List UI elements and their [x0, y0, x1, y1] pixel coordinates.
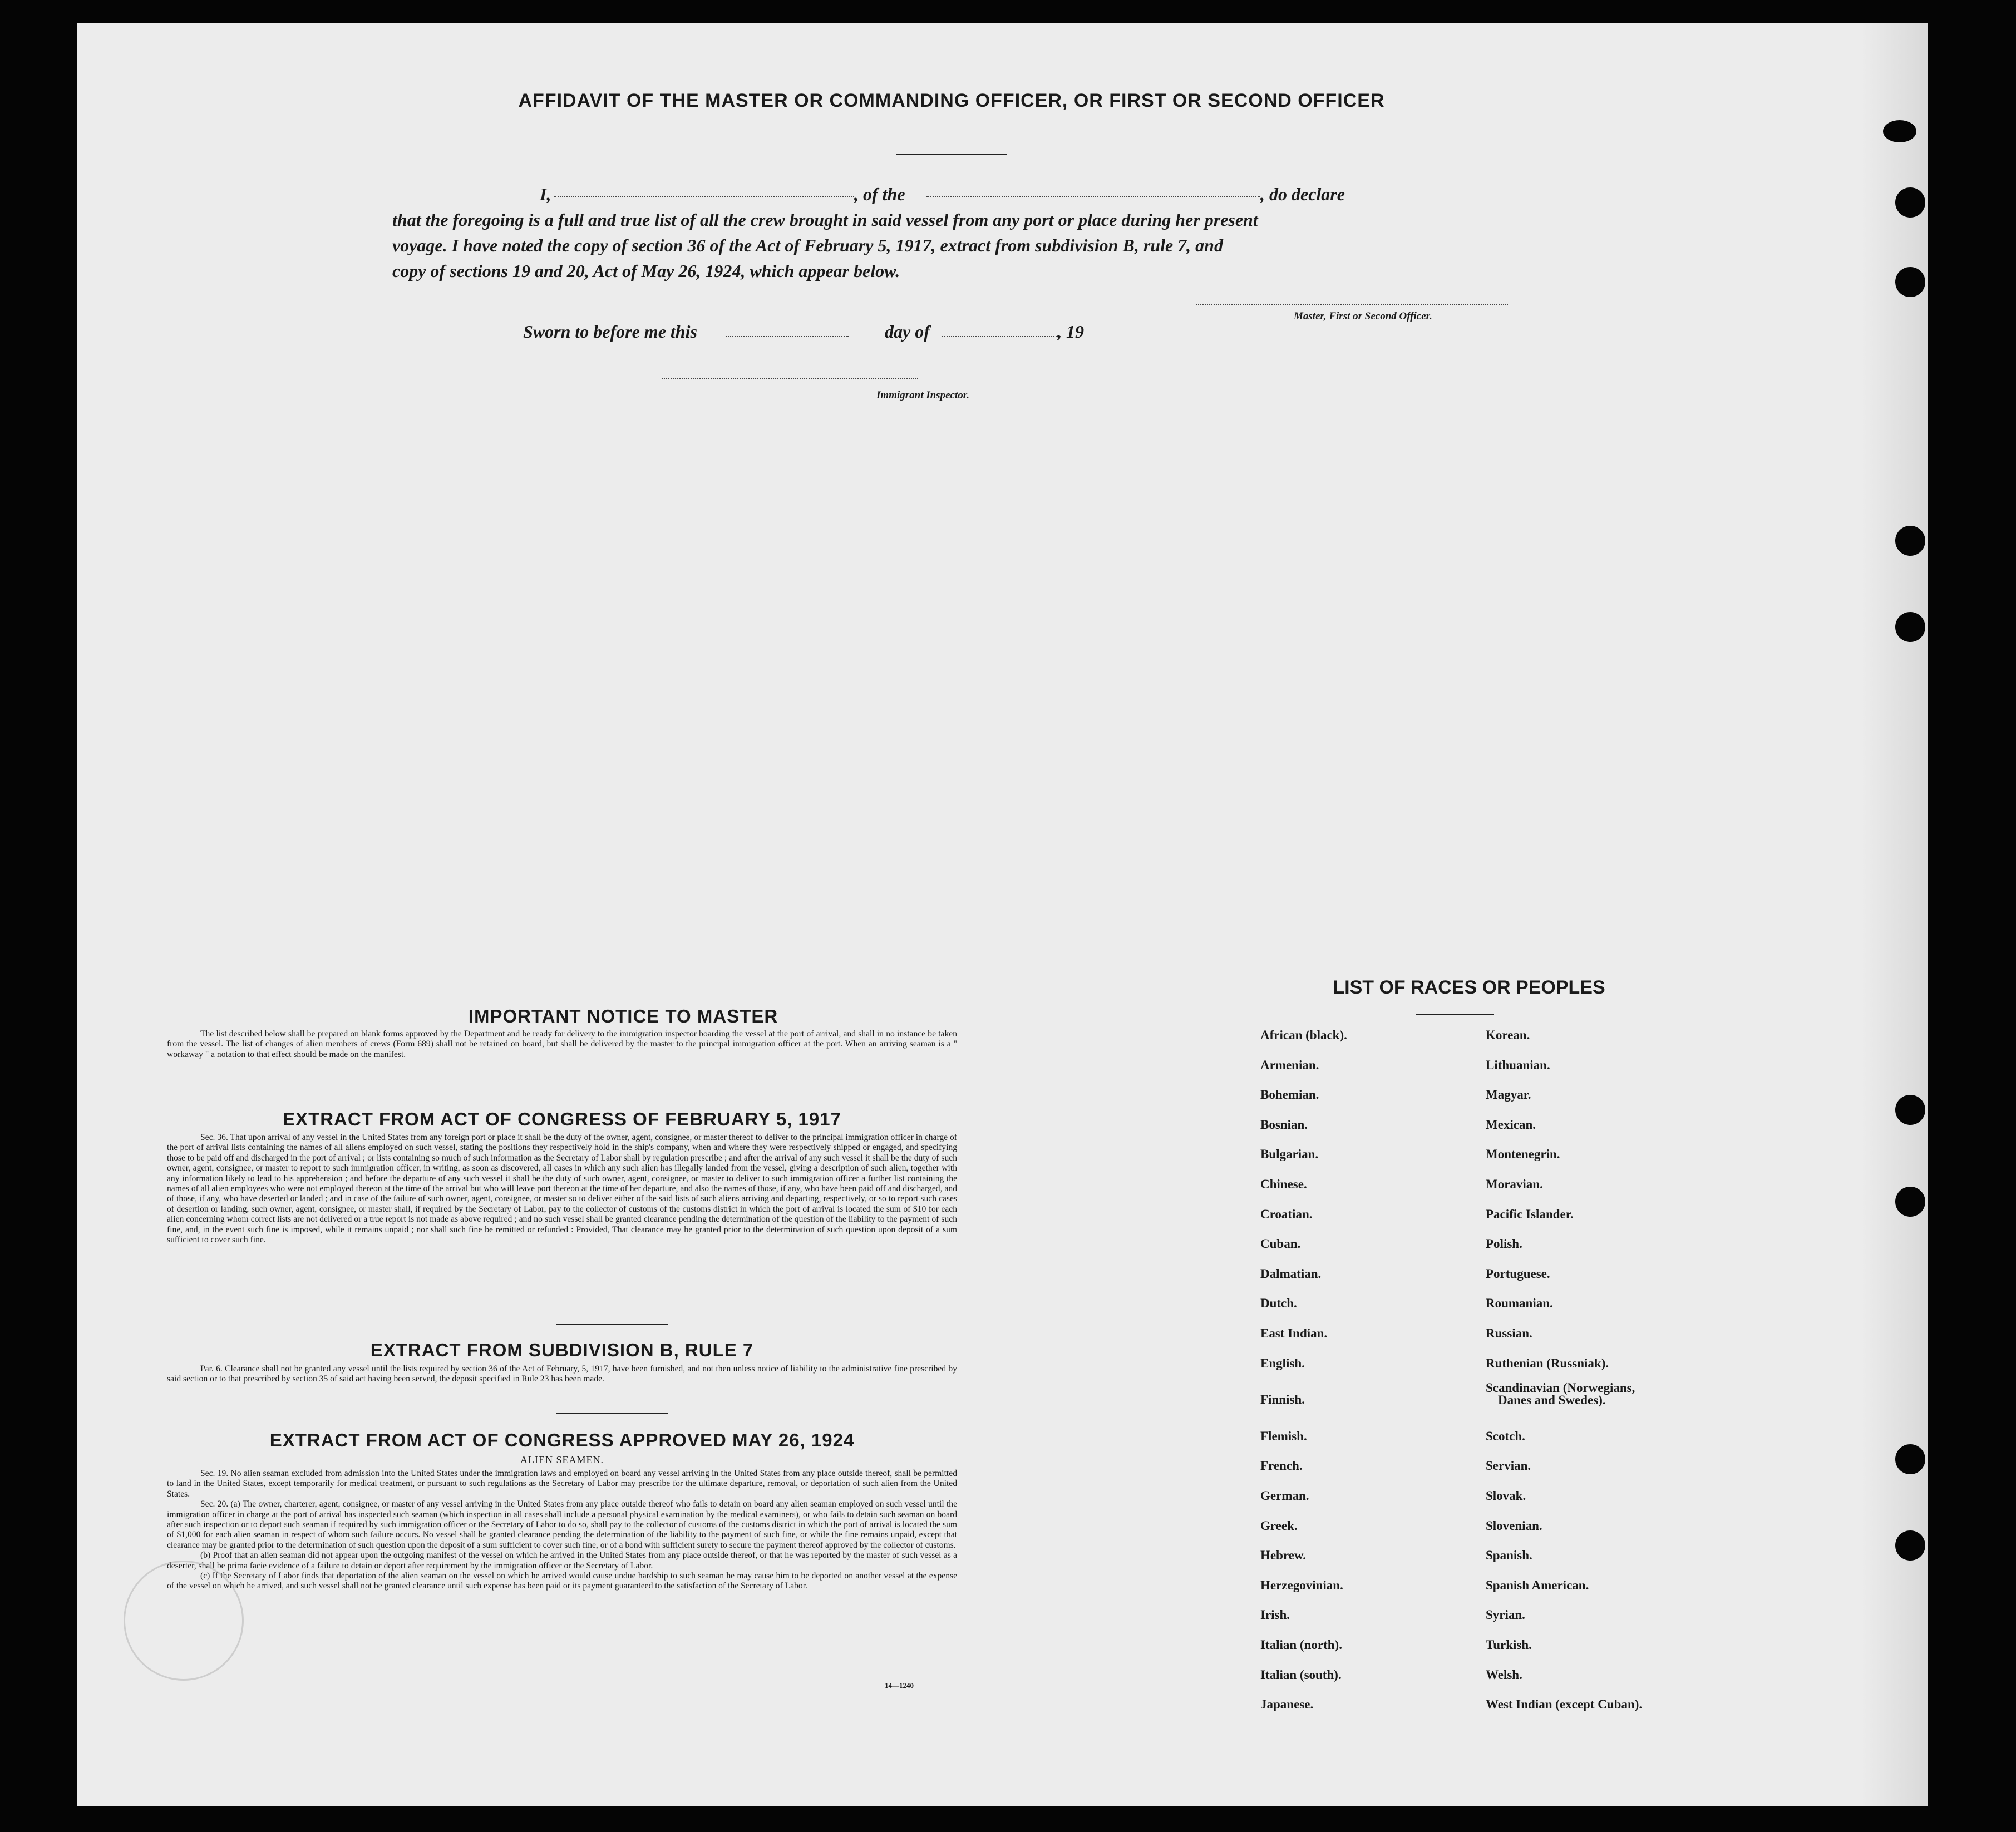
race-item: German.: [1260, 1489, 1309, 1503]
affidavit-line-3: voyage. I have noted the copy of section 36 of the Act of February 5, 1917, extract from subdivision B, rule 7, and: [392, 235, 1223, 255]
race-item: East Indian.: [1260, 1326, 1328, 1340]
races-divider: [1416, 1014, 1494, 1015]
sec-19-text: Sec. 19. No alien seaman excluded from admission into the United States under the immigration laws and employed on board any vessel arriving in the United States from any place outside thereof, shall be permitted to land in the United States, except temporarily for medical treatment, or pursuant to such regulations as the Secretary of Labor may prescribe for the ultimate departure, removal, or deportation of such alien from the United States.: [167, 1469, 957, 1499]
race-item: African (black).: [1260, 1028, 1347, 1042]
extract-1924-title: EXTRACT FROM ACT OF CONGRESS APPROVED MAY 26, 1924: [269, 1430, 855, 1450]
race-item: Japanese.: [1260, 1697, 1314, 1711]
race-item: Magyar.: [1486, 1088, 1531, 1102]
race-item: Dutch.: [1260, 1296, 1297, 1310]
race-item: Danes and Swedes).: [1498, 1393, 1606, 1407]
race-item: Bohemian.: [1260, 1088, 1319, 1102]
affidavit-line-2: that the foregoing is a full and true list of all the crew brought in said vessel from any port or place during her present: [392, 210, 1258, 230]
inspector-signature-line[interactable]: [662, 378, 918, 379]
races-left-column: [1260, 1028, 1483, 1718]
sworn-month-field[interactable]: [942, 322, 1061, 337]
punch-hole: [1895, 187, 1925, 218]
divider-1917: [556, 1324, 668, 1325]
sec-20c-text: (c) If the Secretary of Labor finds that deportation of the alien seaman on the vessel on which he arrived would cause undue hardship to such seaman he may cause him to be deported on another vessel at the expense of the vessel on which he arrived, and such vessel shall not be granted clearance until such expense has been paid or its payment guaranteed to the satisfaction of the Secretary of Labor.: [167, 1571, 957, 1591]
race-item: Roumanian.: [1486, 1296, 1553, 1310]
punch-hole: [1895, 1187, 1925, 1217]
extract-1917-text: Sec. 36. That upon arrival of any vessel in the United States from any foreign port or place it shall be the duty of the owner, agent, consignee, or master thereof to deliver to the principal immigration officer in charge of the port of arrival lists containing the names of all aliens employed on such vessel, stating the positions they respectively hold in the ship's company, when and where they were respectively shipped or engaged, and specifying those to be paid off and discharged in the port of arrival ; or lists containing so much of such information as the Secretary of Labor shall by regulation prescribe ; and after the arrival of any such vessel it shall be the duty of such owner, agent, consignee, or master to report to such immigration officer, in writing, as soon as discovered, all cases in which any such alien has illegally landed from the vessel, giving a description of such alien, together with any information likely to lead to his apprehension ; and before the departure of any such vessel it shall be the duty of such owner, agent, consignee, or master to deliver to such immigration officer a further list containing the names of all alien employees who were not employed thereon at the time of the arrival but who will leave port thereon at the time of her departure, and also the names of those, if any, who have been paid off and discharged, and of those, if any, who have deserted or landed ; and in case of the failure of such owner, agent, consignee, or master so to deliver either of the said lists of such aliens arriving and departing, respectively, or so to report such cases of desertion or landing, such owner, agent, consignee, or master shall, if required by the Secretary of Labor, pay to the collector of customs of the customs district in which the port of arrival is located the sum of $10 for each alien concerning whom correct lists are not delivered or a true report is not made as above required ; and no such vessel shall be granted clearance pending the determination of the question of the liability to the payment of such fine, and, in the event such fine is imposed, while it remains unpaid ; nor shall such fine be remitted or refunded : Provided, That clearance may be granted prior to the determination of such question upon deposit of a sum sufficient to cover such fine.: [167, 1133, 957, 1245]
race-item: Greek.: [1260, 1519, 1298, 1533]
affidavit-line-1: [392, 181, 1411, 207]
race-item: Russian.: [1486, 1326, 1532, 1340]
inspector-signature-label: Immigrant Inspector.: [876, 389, 969, 401]
race-item: Italian (south).: [1260, 1668, 1342, 1682]
race-item: Slovak.: [1486, 1489, 1526, 1503]
extract-1924-subtitle: ALIEN SEAMEN.: [520, 1454, 604, 1465]
race-item: Syrian.: [1486, 1608, 1525, 1622]
race-item: West Indian (except Cuban).: [1486, 1697, 1643, 1711]
extract-1924-body: [167, 1469, 957, 1592]
race-item: Armenian.: [1260, 1058, 1319, 1072]
notice-text: The list described below shall be prepared on blank forms approved by the Department and be ready for delivery to the immigration inspector boarding the vessel at the port of arrival, and shall in no instance be taken from the vessel. The list of changes of alien members of crews (Form 689) shall not be retained on board, but shall be delivered by the master to the principal immigration officer at the port. When an arriving seaman is a " workaway " a notation to that effect should be made on the manifest.: [167, 1029, 957, 1059]
master-signature-line[interactable]: [1196, 304, 1508, 305]
extract-rule7-title: EXTRACT FROM SUBDIVISION B, RULE 7: [370, 1340, 754, 1360]
race-item: Dalmatian.: [1260, 1267, 1322, 1281]
punch-hole: [1883, 120, 1916, 142]
sec-20b-text: (b) Proof that an alien seaman did not appear upon the outgoing manifest of the vessel on which he arrived in the United States from any place outside thereof, or that he was reported by the master of such vessel as a deserter, shall be prima facie evidence of a failure to detain or deport after requirement by the immigration officer or the Secretary of Labor.: [167, 1550, 957, 1571]
divider-rule7: [556, 1413, 668, 1414]
punch-hole: [1895, 612, 1925, 642]
punch-hole: [1895, 1095, 1925, 1125]
race-item: Spanish American.: [1486, 1578, 1589, 1592]
race-item: Chinese.: [1260, 1177, 1307, 1191]
race-item: Portuguese.: [1486, 1267, 1550, 1281]
sworn-line: [523, 322, 1146, 347]
race-item: Hebrew.: [1260, 1548, 1306, 1562]
race-item: Croatian.: [1260, 1207, 1313, 1221]
title-divider: [896, 154, 1007, 155]
races-title: LIST OF RACES OR PEOPLES: [1333, 977, 1605, 998]
affidavit-title: AFFIDAVIT OF THE MASTER OR COMMANDING OFFICER, OR FIRST OR SECOND OFFICER: [518, 90, 1385, 111]
punch-hole: [1895, 526, 1925, 556]
sworn-year-prefix: , 19: [1057, 322, 1084, 342]
race-item: Montenegrin.: [1486, 1147, 1560, 1161]
race-item: Pacific Islander.: [1486, 1207, 1574, 1221]
extract-1917-title: EXTRACT FROM ACT OF CONGRESS OF FEBRUARY 5, 1917: [283, 1109, 841, 1129]
sworn-prefix: Sworn to before me this: [523, 322, 697, 342]
race-item: Irish.: [1260, 1608, 1290, 1622]
master-signature-label: Master, First or Second Officer.: [1294, 310, 1432, 322]
race-item: Welsh.: [1486, 1668, 1522, 1682]
race-item: Ruthenian (Russniak).: [1486, 1356, 1609, 1370]
form-number: 14—1240: [885, 1681, 914, 1690]
race-item: Polish.: [1486, 1237, 1522, 1251]
race-item: Bosnian.: [1260, 1118, 1308, 1132]
affidavit-line-4: copy of sections 19 and 20, Act of May 26, 1924, which appear below.: [392, 261, 900, 281]
race-item: Scandinavian (Norwegians,: [1486, 1381, 1635, 1395]
race-item: Servian.: [1486, 1459, 1531, 1473]
punch-hole: [1895, 1444, 1925, 1474]
race-item: Lithuanian.: [1486, 1058, 1550, 1072]
race-item: Bulgarian.: [1260, 1147, 1319, 1161]
race-item: Spanish.: [1486, 1548, 1532, 1562]
race-item: Moravian.: [1486, 1177, 1543, 1191]
vessel-name-field[interactable]: [926, 181, 1260, 197]
races-right-column: [1486, 1028, 1742, 1718]
race-item: Slovenian.: [1486, 1519, 1542, 1533]
race-item: Turkish.: [1486, 1638, 1532, 1652]
declarant-name-field[interactable]: [554, 181, 854, 197]
race-item: Scotch.: [1486, 1429, 1525, 1443]
declarant-prefix: I,: [540, 184, 551, 204]
race-item: French.: [1260, 1459, 1303, 1473]
vessel-prefix: , of the: [854, 184, 905, 204]
affidavit-body: [392, 181, 1411, 284]
sworn-day-field[interactable]: [726, 322, 849, 337]
race-item: Herzegovinian.: [1260, 1578, 1343, 1592]
race-item: English.: [1260, 1356, 1305, 1370]
race-item: Italian (north).: [1260, 1638, 1342, 1652]
extract-rule7-text: Par. 6. Clearance shall not be granted any vessel until the lists required by section 36 of the Act of February, 5, 1917, have been furnished, and not then unless notice of liability to the administrative fine prescribed by said section or to that prescribed by section 35 of said act having been served, the deposit specified in Rule 23 has been made.: [167, 1364, 957, 1384]
sec-20a-text: Sec. 20. (a) The owner, charterer, agent, consignee, or master of any vessel arriving in the United States from any place outside thereof who fails to detain on board any alien seaman employed on such vessel until the immigration officer in charge at the port of arrival has inspected such seaman (which inspection in all cases shall include a personal physical examination by the medical examiners), or who fails to detain such seaman on board after such inspection or to deport such seaman if required by such immigration officer or the Secretary of Labor to do so, shall pay to the collector of customs of the customs district in which the port of arrival is located the sum of $1,000 for each alien seaman in respect of whom such failure occurs. No vessel shall be granted clearance pending the determination of the liability to the payment of such fine, or while the fine remains unpaid, except that clearance may be granted prior to the determination of such question upon the deposit of a sum sufficient to cover such fine, or of a bond with sufficient surety to secure the payment thereof approved by the collector of customs.: [167, 1499, 957, 1550]
punch-hole: [1895, 267, 1925, 297]
race-item: Korean.: [1486, 1028, 1530, 1042]
race-item: Mexican.: [1486, 1118, 1536, 1132]
faded-seal-stamp: [124, 1561, 244, 1681]
punch-hole: [1895, 1530, 1925, 1561]
race-item: Finnish.: [1260, 1392, 1305, 1406]
sworn-day-of: day of: [885, 322, 930, 342]
notice-title: IMPORTANT NOTICE TO MASTER: [468, 1006, 778, 1026]
declare-suffix: , do declare: [1260, 184, 1345, 204]
race-item: Flemish.: [1260, 1429, 1307, 1443]
race-item: Cuban.: [1260, 1237, 1301, 1251]
